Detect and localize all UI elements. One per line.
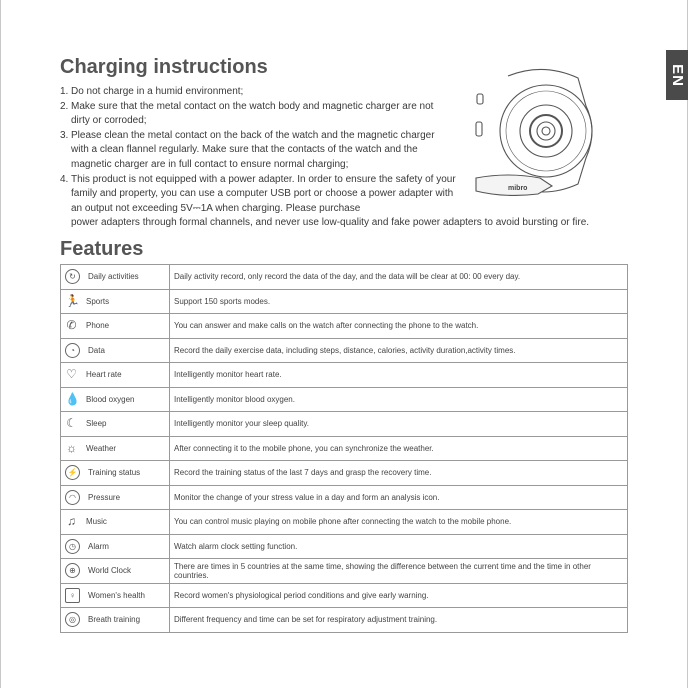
features-table: [60, 264, 628, 633]
table-row: [61, 436, 628, 461]
table-row: [61, 412, 628, 437]
feature-desc: Watch alarm clock setting function.: [170, 534, 628, 559]
breath-icon: ◎: [65, 612, 80, 627]
table-row: [61, 314, 628, 339]
item-text: Do not charge in a humid environment;: [71, 86, 244, 97]
feature-desc: Support 150 sports modes.: [170, 289, 628, 314]
feature-name: Heart rate: [86, 370, 122, 380]
item-text: Please clean the metal contact on the back of the watch and the magnetic charger with a clean flannel regularly. Make sure that the contacts of the watch and the magnetic charger are in full contact to ensure normal charging;: [71, 129, 435, 170]
feature-name: World Clock: [88, 566, 131, 576]
feature-name: Alarm: [88, 541, 109, 551]
table-row: [61, 265, 628, 290]
feature-desc: After connecting it to the mobile phone, you can synchronize the weather.: [170, 436, 628, 461]
feature-name: Phone: [86, 321, 110, 331]
feature-name: Training status: [88, 468, 141, 478]
weather-icon: ☼: [66, 440, 77, 455]
feature-name: Data: [88, 345, 105, 355]
feature-desc: Monitor the change of your stress value in a day and form an analysis icon.: [170, 485, 628, 510]
feature-desc: Different frequency and time can be set for respiratory adjustment training.: [170, 608, 628, 633]
feature-name: Breath training: [88, 615, 141, 625]
globe-icon: ⊕: [65, 563, 80, 578]
item-number: 2.: [60, 100, 69, 112]
feature-desc: Intelligently monitor your sleep quality.: [170, 412, 628, 437]
charger-brand-label: mibro: [508, 185, 528, 192]
table-row: [61, 608, 628, 633]
table-row: [61, 387, 628, 412]
feature-desc: Daily activity record, only record the data of the day, and the data will be clear at 00: 00 every day.: [170, 265, 628, 290]
feature-desc: You can control music playing on mobile phone after connecting the watch to the mobile phone.: [170, 510, 628, 535]
blood-drop-icon: 💧: [65, 391, 80, 406]
moon-icon: ☾: [66, 416, 77, 431]
table-row: [61, 338, 628, 363]
item-number: 4.: [60, 173, 69, 185]
table-row: [61, 510, 628, 535]
training-icon: ⚡: [65, 465, 80, 480]
women-health-icon: ♀: [65, 588, 80, 603]
table-row: [61, 363, 628, 388]
features-title: Features: [60, 238, 144, 260]
language-tab-label: EN: [668, 63, 686, 87]
feature-desc: Record the daily exercise data, including steps, distance, calories, activity duration,activity times.: [170, 338, 628, 363]
table-row: [61, 485, 628, 510]
feature-name: Pressure: [88, 492, 121, 502]
table-row: [61, 289, 628, 314]
item-text: Make sure that the metal contact on the watch body and magnetic charger are not dirty or corroded;: [71, 100, 434, 127]
feature-desc: Record women's physiological period conditions and give early warning.: [170, 583, 628, 608]
language-tab: [666, 50, 688, 100]
feature-name: Music: [86, 517, 107, 527]
music-note-icon: ♫: [67, 514, 76, 529]
feature-name: Blood oxygen: [86, 394, 135, 404]
activity-icon: ↻: [65, 269, 80, 284]
charging-item: [60, 129, 455, 173]
phone-icon: ✆: [66, 318, 77, 333]
feature-desc: Record the training status of the last 7 days and grasp the recovery time.: [170, 461, 628, 486]
feature-desc: Intelligently monitor blood oxygen.: [170, 387, 628, 412]
runner-icon: 🏃: [65, 293, 80, 308]
data-icon: ◔: [65, 343, 80, 358]
alarm-clock-icon: ◷: [65, 539, 80, 554]
watch-charger-image: [468, 66, 598, 196]
item-number: 3.: [60, 129, 69, 141]
feature-name: Sleep: [86, 419, 107, 429]
table-row: [61, 583, 628, 608]
feature-name: Sports: [86, 296, 110, 306]
feature-desc: Intelligently monitor heart rate.: [170, 363, 628, 388]
feature-name: Daily activities: [88, 272, 139, 282]
feature-desc: There are times in 5 countries at the same time, showing the difference between the current time and the time in other countries.: [170, 559, 628, 584]
item-text-continued: power adapters through formal channels, and never use low-quality and fake power adapters to avoid bursting or fire.: [71, 217, 590, 229]
item-number: 1.: [60, 86, 69, 97]
heart-rate-icon: ♡: [66, 367, 77, 382]
table-row: [61, 559, 628, 584]
page-left-border: [0, 0, 1, 688]
feature-name: Weather: [86, 443, 117, 453]
gauge-icon: ◠: [65, 490, 80, 505]
feature-desc: You can answer and make calls on the watch after connecting the phone to the watch.: [170, 314, 628, 339]
feature-name: Women's health: [88, 590, 145, 600]
charging-item: [60, 100, 455, 129]
table-row: [61, 461, 628, 486]
item-text: This product is not equipped with a power adapter. In order to ensure the safety of your family and property, you can use a computer USB port or choose a power adapter with an output not exceeding 5V⎓1A when charging. Please purchase: [71, 173, 456, 214]
table-row: [61, 534, 628, 559]
charging-title: Charging instructions: [60, 56, 268, 78]
